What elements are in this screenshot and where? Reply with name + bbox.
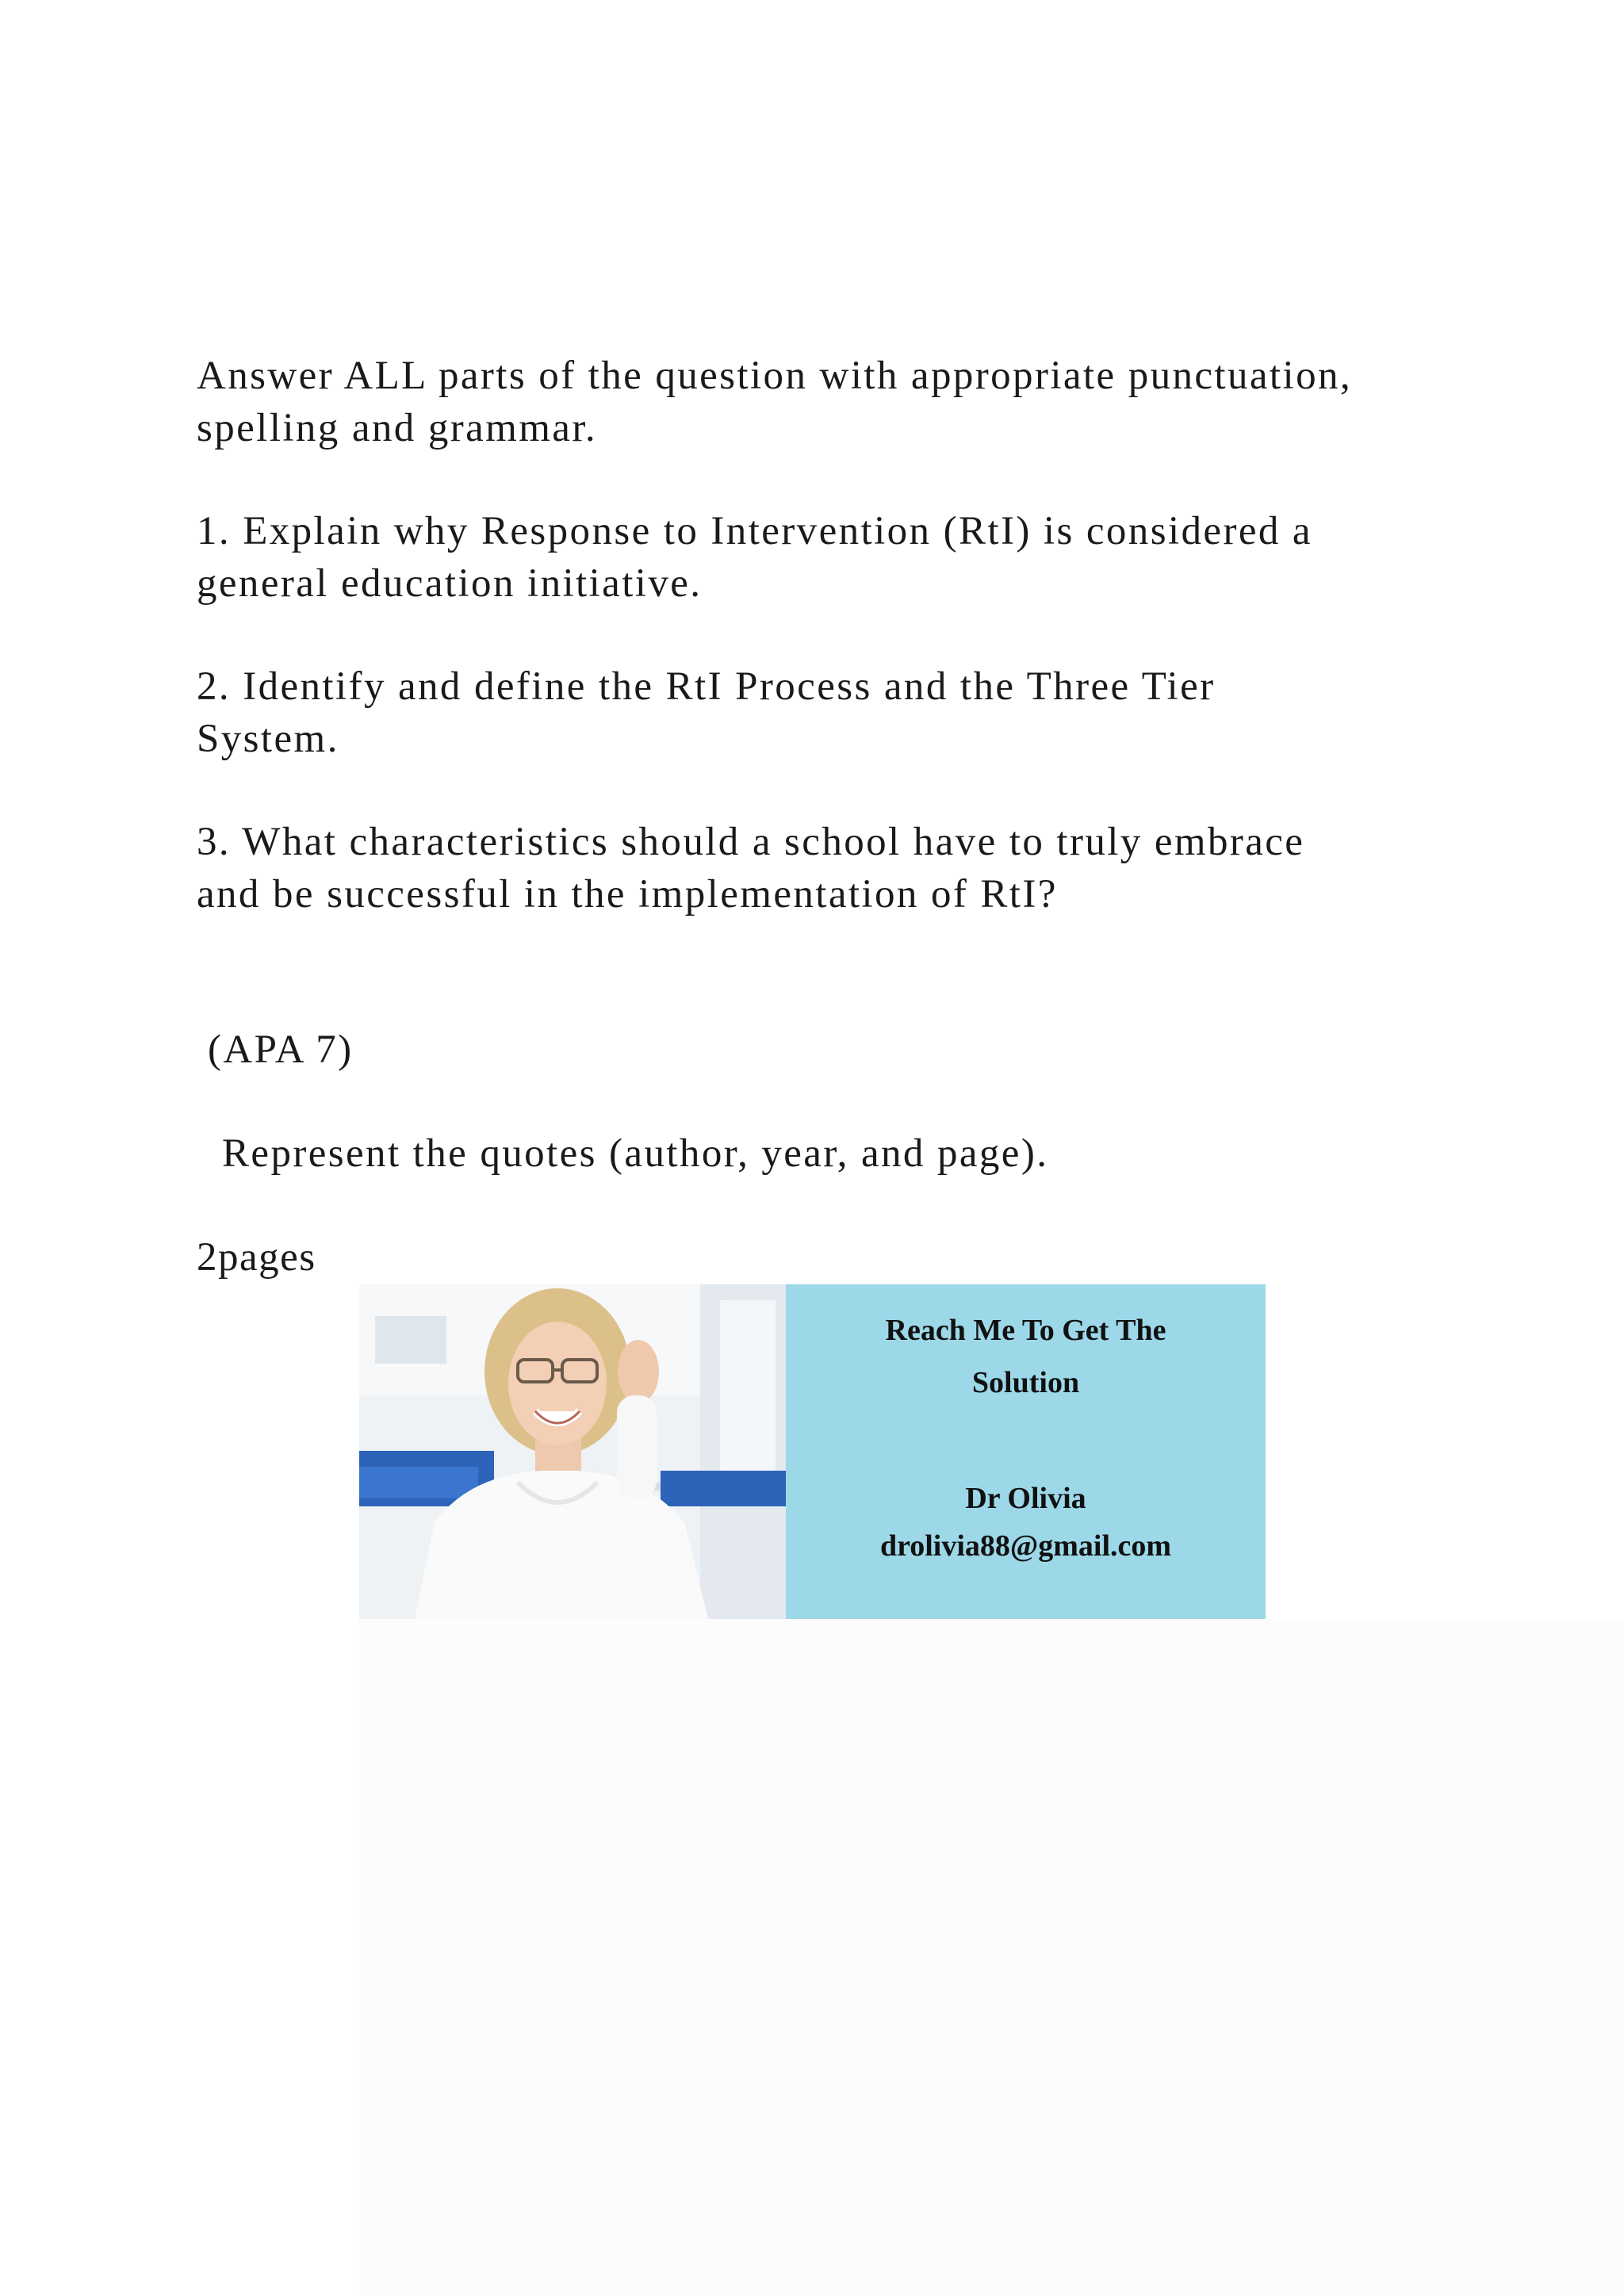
instructions-paragraph: Answer ALL parts of the question with appropriate punctuation, spelling and grammar. <box>197 354 1353 450</box>
card-heading-line-1: Reach Me To Get The <box>885 1314 1166 1347</box>
page-length-note: 2pages <box>197 1235 316 1280</box>
faint-background-panel <box>359 1619 1624 2296</box>
question-1: 1. Explain why Response to Intervention (RtI) is considered a general education initiative. <box>197 509 1312 606</box>
question-2: 2. Identify and define the RtI Process and the Three Tier System. <box>197 664 1216 761</box>
contact-email: drolivia88@gmail.com <box>879 1529 1172 1563</box>
card-heading-line-2: Solution <box>971 1366 1080 1399</box>
contact-banner <box>359 1284 1266 1619</box>
contact-name: Dr Olivia <box>965 1482 1086 1515</box>
apa-format-note: (APA 7) <box>208 1027 354 1072</box>
photo-illustration <box>359 1284 786 1619</box>
question-3: 3. What characteristics should a school have to truly embrace and be successful in the implementation of RtI? <box>197 820 1305 916</box>
contact-card <box>786 1284 1266 1619</box>
quotes-note: Represent the quotes (author, year, and page). <box>222 1131 1049 1176</box>
woman-with-glasses-photo <box>359 1284 786 1619</box>
